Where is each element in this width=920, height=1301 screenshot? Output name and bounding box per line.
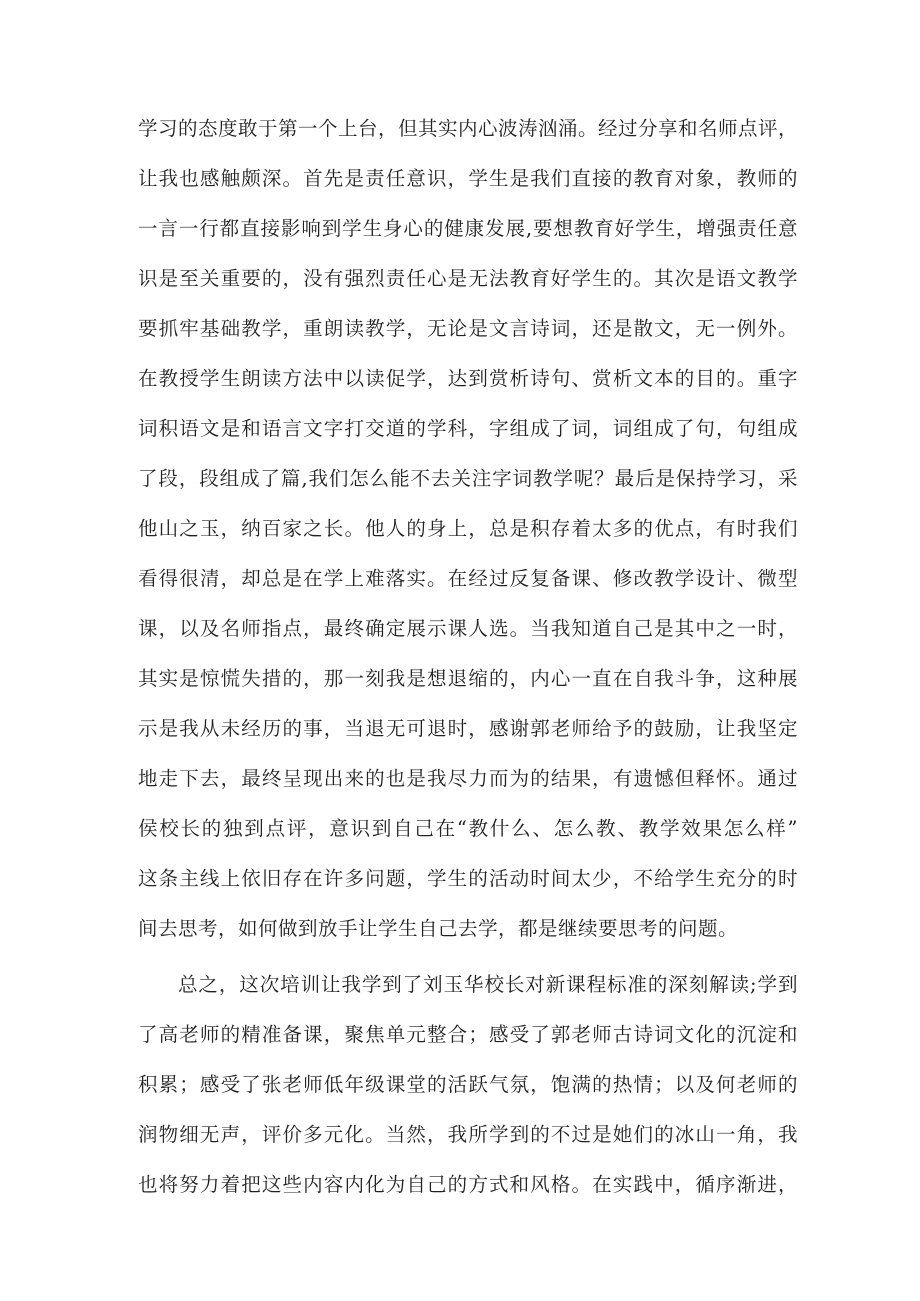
text-line: 在教授学生朗读方法中以读促学，达到赏析诗句、赏析文本的目的。重字 <box>138 367 798 390</box>
text-line: 学习的态度敢于第一个上台，但其实内心波涛汹涌。经过分享和名师点评， <box>138 117 799 140</box>
text-line: 地走下去，最终呈现出来的也是我尽力而为的结果，有遗憾但释怀。通过 <box>138 767 798 790</box>
text-line: 词积语文是和语言文字打交道的学科，字组成了词，词组成了句，句组成 <box>138 417 798 440</box>
text-line: 了高老师的精准备课，聚焦单元整合；感受了郭老师古诗词文化的沉淀和 <box>138 1023 798 1046</box>
text-line: 这条主线上依旧存在许多问题，学生的活动时间太少，不给学生充分的时 <box>138 867 798 890</box>
text-line: 示是我从未经历的事，当退无可退时，感谢郭老师给予的鼓励，让我坚定 <box>138 717 798 740</box>
text-line: 让我也感触颇深。首先是责任意识，学生是我们直接的教育对象，教师的 <box>138 167 798 190</box>
text-line: 间去思考，如何做到放手让学生自己去学，都是继续要思考的问题。 <box>138 917 739 940</box>
text-line: 侯校长的独到点评，意识到自己在“教什么、怎么教、教学效果怎么样” <box>138 817 798 840</box>
text-line: 也将努力着把这些内容内化为自己的方式和风格。在实践中，循序渐进， <box>138 1173 798 1196</box>
text-line: 要抓牢基础教学，重朗读教学，无论是文言诗词，还是散文，无一例外。 <box>138 317 798 340</box>
text-line: 识是至关重要的，没有强烈责任心是无法教育好学生的。其次是语文教学 <box>138 267 798 290</box>
text-line: 总之，这次培训让我学到了刘玉华校长对新课程标准的深刻解读;学到 <box>178 973 798 996</box>
text-line: 看得很清，却总是在学上难落实。在经过反复备课、修改教学设计、微型 <box>138 567 798 590</box>
text-line: 了段，段组成了篇,我们怎么能不去关注字词教学呢？最后是保持学习，采 <box>138 467 798 490</box>
text-line: 他山之玉，纳百家之长。他人的身上，总是积存着太多的优点，有时我们 <box>138 517 798 540</box>
text-line: 一言一行都直接影响到学生身心的健康发展,要想教育好学生，增强责任意 <box>138 217 798 240</box>
text-line: 润物细无声，评价多元化。当然，我所学到的不过是她们的冰山一角，我 <box>138 1123 798 1146</box>
text-line: 积累；感受了张老师低年级课堂的活跃气氛，饱满的热情；以及何老师的 <box>138 1073 798 1096</box>
text-line: 课，以及名师指点，最终确定展示课人选。当我知道自己是其中之一时， <box>138 617 798 640</box>
text-line: 其实是惊慌失措的，那一刻我是想退缩的，内心一直在自我斗争，这种展 <box>138 667 798 690</box>
